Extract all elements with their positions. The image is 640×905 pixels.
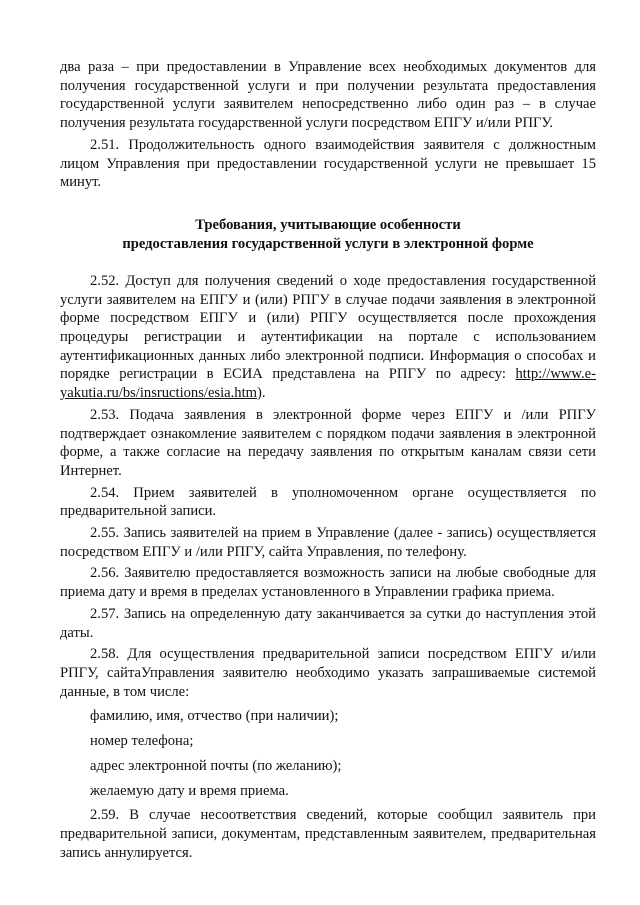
paragraph-2-52-text: 2.52. Доступ для получения сведений о ходе предоставления государственной услуги заявителем на ЕПГУ и (или) РПГУ в случае подачи заявления в электронной форме посредством ЕПГУ и (или) РПГУ осуществляется после прохождения процедуры регистрации и аутентификации на портале с использованием аутентификационных данных либо электронной подписи. Информация о способах и порядке регистрации в ЕСИА представлена на РПГУ по адресу: (60, 272, 596, 383)
paragraph-2-55: 2.55. Запись заявителей на прием в Управление (далее - запись) осуществляется посредством ЕПГУ и /или РПГУ, сайта Управления, по телефону. (60, 525, 596, 560)
document-page (60, 58, 596, 862)
paragraph-2-53: 2.53. Подача заявления в электронной форме через ЕПГУ и /или РПГУ подтверждает ознакомление заявителем с порядком подачи заявления в электронной форме, а также согласие на передачу заявления по открытым каналам связи сети Интернет. (60, 406, 596, 479)
heading-line-1: Требования, учитывающие особенности (195, 216, 461, 233)
paragraph-intro: два раза – при предоставлении в Управление всех необходимых документов для получения государственной услуги и при получении результата предоставления государственной услуги заявителем непосредственно либо один раз – в случае получения результата государственной услуги посредством ЕПГУ и/или РПГУ. (60, 59, 596, 132)
list-item: адрес электронной почты (по желанию); (90, 757, 342, 774)
esia-instructions-link[interactable]: http://www.e-yakutia.ru/bs/insructions/esia.htm (60, 366, 596, 402)
list-item: фамилию, имя, отчество (при наличии); (90, 708, 339, 725)
paragraph-2-52 (60, 272, 596, 403)
paragraph-2-58: 2.58. Для осуществления предварительной записи посредством ЕПГУ и/или РПГУ, сайтаУправления заявителю необходимо указать запрашиваемые системой данные, в том числе: (60, 646, 596, 700)
heading-line-2: предоставления государственной услуги в электронной форме (122, 235, 534, 252)
paragraph-2-52-end: ). (257, 385, 266, 402)
list-item: номер телефона; (90, 733, 194, 750)
paragraph-2-59: 2.59. В случае несоответствия сведений, которые сообщил заявитель при предварительной записи, документам, представленным заявителем, предварительная запись аннулируется. (60, 807, 596, 861)
paragraph-2-54: 2.54. Прием заявителей в уполномоченном органе осуществляется по предварительной записи. (60, 484, 596, 520)
paragraph-2-51: 2.51. Продолжительность одного взаимодействия заявителя с должностным лицом Управления при предоставлении государственной услуги не превышает 15 минут. (60, 136, 596, 191)
paragraph-2-56: 2.56. Заявителю предоставляется возможность записи на любые свободные для приема дату и время в пределах установленного в Управлении графика приема. (60, 565, 596, 601)
paragraph-2-57: 2.57. Запись на определенную дату заканчивается за сутки до наступления этой даты. (60, 605, 596, 641)
section-heading (60, 216, 596, 254)
list-item: желаемую дату и время приема. (90, 782, 289, 799)
